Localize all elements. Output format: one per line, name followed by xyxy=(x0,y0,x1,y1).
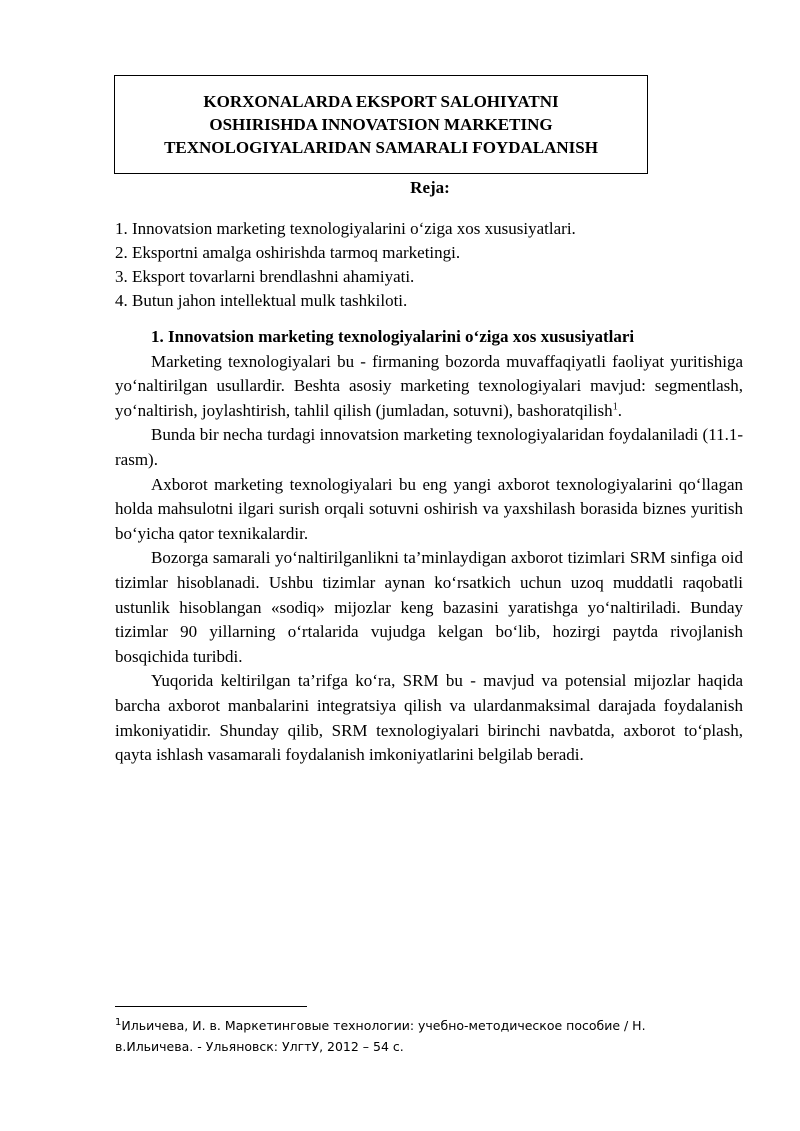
title-line-1: KORXONALARDA EKSPORT SALOHIYATNI xyxy=(203,92,559,111)
plan-item: 3. Eksport tovarlarni brendlashni ahamiyati. xyxy=(115,267,415,286)
footnote-divider xyxy=(115,1006,307,1007)
paragraph: Axborot marketing texnologiyalari bu eng yangi axborot texnologiyalarini qo‘llagan holda mahsulotni ilgari surish orqali sotuvni oshirish va yaxshilash borasida biznes yuritish bo‘yicha qator texnikalardir. xyxy=(115,474,743,543)
footnote-text: Ильичева, И. в. Маркетинговые технологии: учебно-методическое пособие / Н. xyxy=(121,1018,646,1033)
paragraph: Bozorga samarali yo‘naltirilganlikni ta’minlaydigan axborot tizimlari SRM sinfiga oid tizimlar hisoblanadi. Ushbu tizimlar aynan ko‘rsatkich uchun uzoq muddatli raqobatli ustunlik hisoblangan «sodiq» mijozlar keng bazasini yaratishga yo‘naltiriladi. Bunday tizimlar 90 yillarning o‘rtalarida vujudga kelgan bo‘lib, hozirgi paytda rivojlanish bosqichida turibdi. xyxy=(115,548,743,666)
plan-item: 4. Butun jahon intellektual mulk tashkiloti. xyxy=(115,291,408,310)
title-line-3: TEXNOLOGIYALARIDAN SAMARALI FOYDALANISH xyxy=(164,138,598,157)
footnote-line-2: в.Ильичева. - Ульяновск: УлгтУ, 2012 – 54 с. xyxy=(115,1039,404,1054)
paragraph xyxy=(115,350,743,424)
title-line-2: OSHIRISHDA INNOVATSION MARKETING xyxy=(209,115,553,134)
footnote-line-1 xyxy=(115,1015,715,1036)
paragraph: Bunda bir necha turdagi innovatsion marketing texnologiyalaridan foydalaniladi (11.1-rasm). xyxy=(115,425,743,469)
paragraph: Yuqorida keltirilgan ta’rifga ko‘ra, SRM bu - mavjud va potensial mijozlar haqida barcha axborot manbalarini integratsiya qilish va ulardanmaksimal darajada foydalanish imkoniyatidir. Shunday qilib, SRM texnologiyalari birinchi navbatda, axborot to‘plash, qayta ishlash vasamarali foydalanish imkoniyatlarini belgilab beradi. xyxy=(115,671,743,765)
plan-heading: Reja: xyxy=(410,178,450,197)
section-body xyxy=(115,325,743,768)
plan-list xyxy=(115,217,745,313)
footnote xyxy=(115,1015,715,1057)
paragraph-end: . xyxy=(617,400,622,420)
plan-item: 1. Innovatsion marketing texnologiyalarini o‘ziga xos xususiyatlari. xyxy=(115,219,576,238)
plan-item: 2. Eksportni amalga oshirishda tarmoq marketingi. xyxy=(115,243,461,262)
section-heading: 1. Innovatsion marketing texnologiyalarini o‘ziga xos xususiyatlari xyxy=(151,327,635,346)
footnote-reference[interactable]: 1 xyxy=(612,401,618,413)
footnote-mark: 1 xyxy=(115,1016,122,1028)
paragraph-text: Marketing texnologiyalari bu - firmaning bozorda muvaffaqiyatli faoliyat yuritishiga yo‘naltirilgan usullardir. Beshta asosiy marketing texnologiyalari mavjud: segmentlash, yo‘naltirish, joylashtirish, tahlil qilish (jumladan, sotuvni), bashoratqilish xyxy=(115,351,743,420)
title-box xyxy=(114,75,648,174)
